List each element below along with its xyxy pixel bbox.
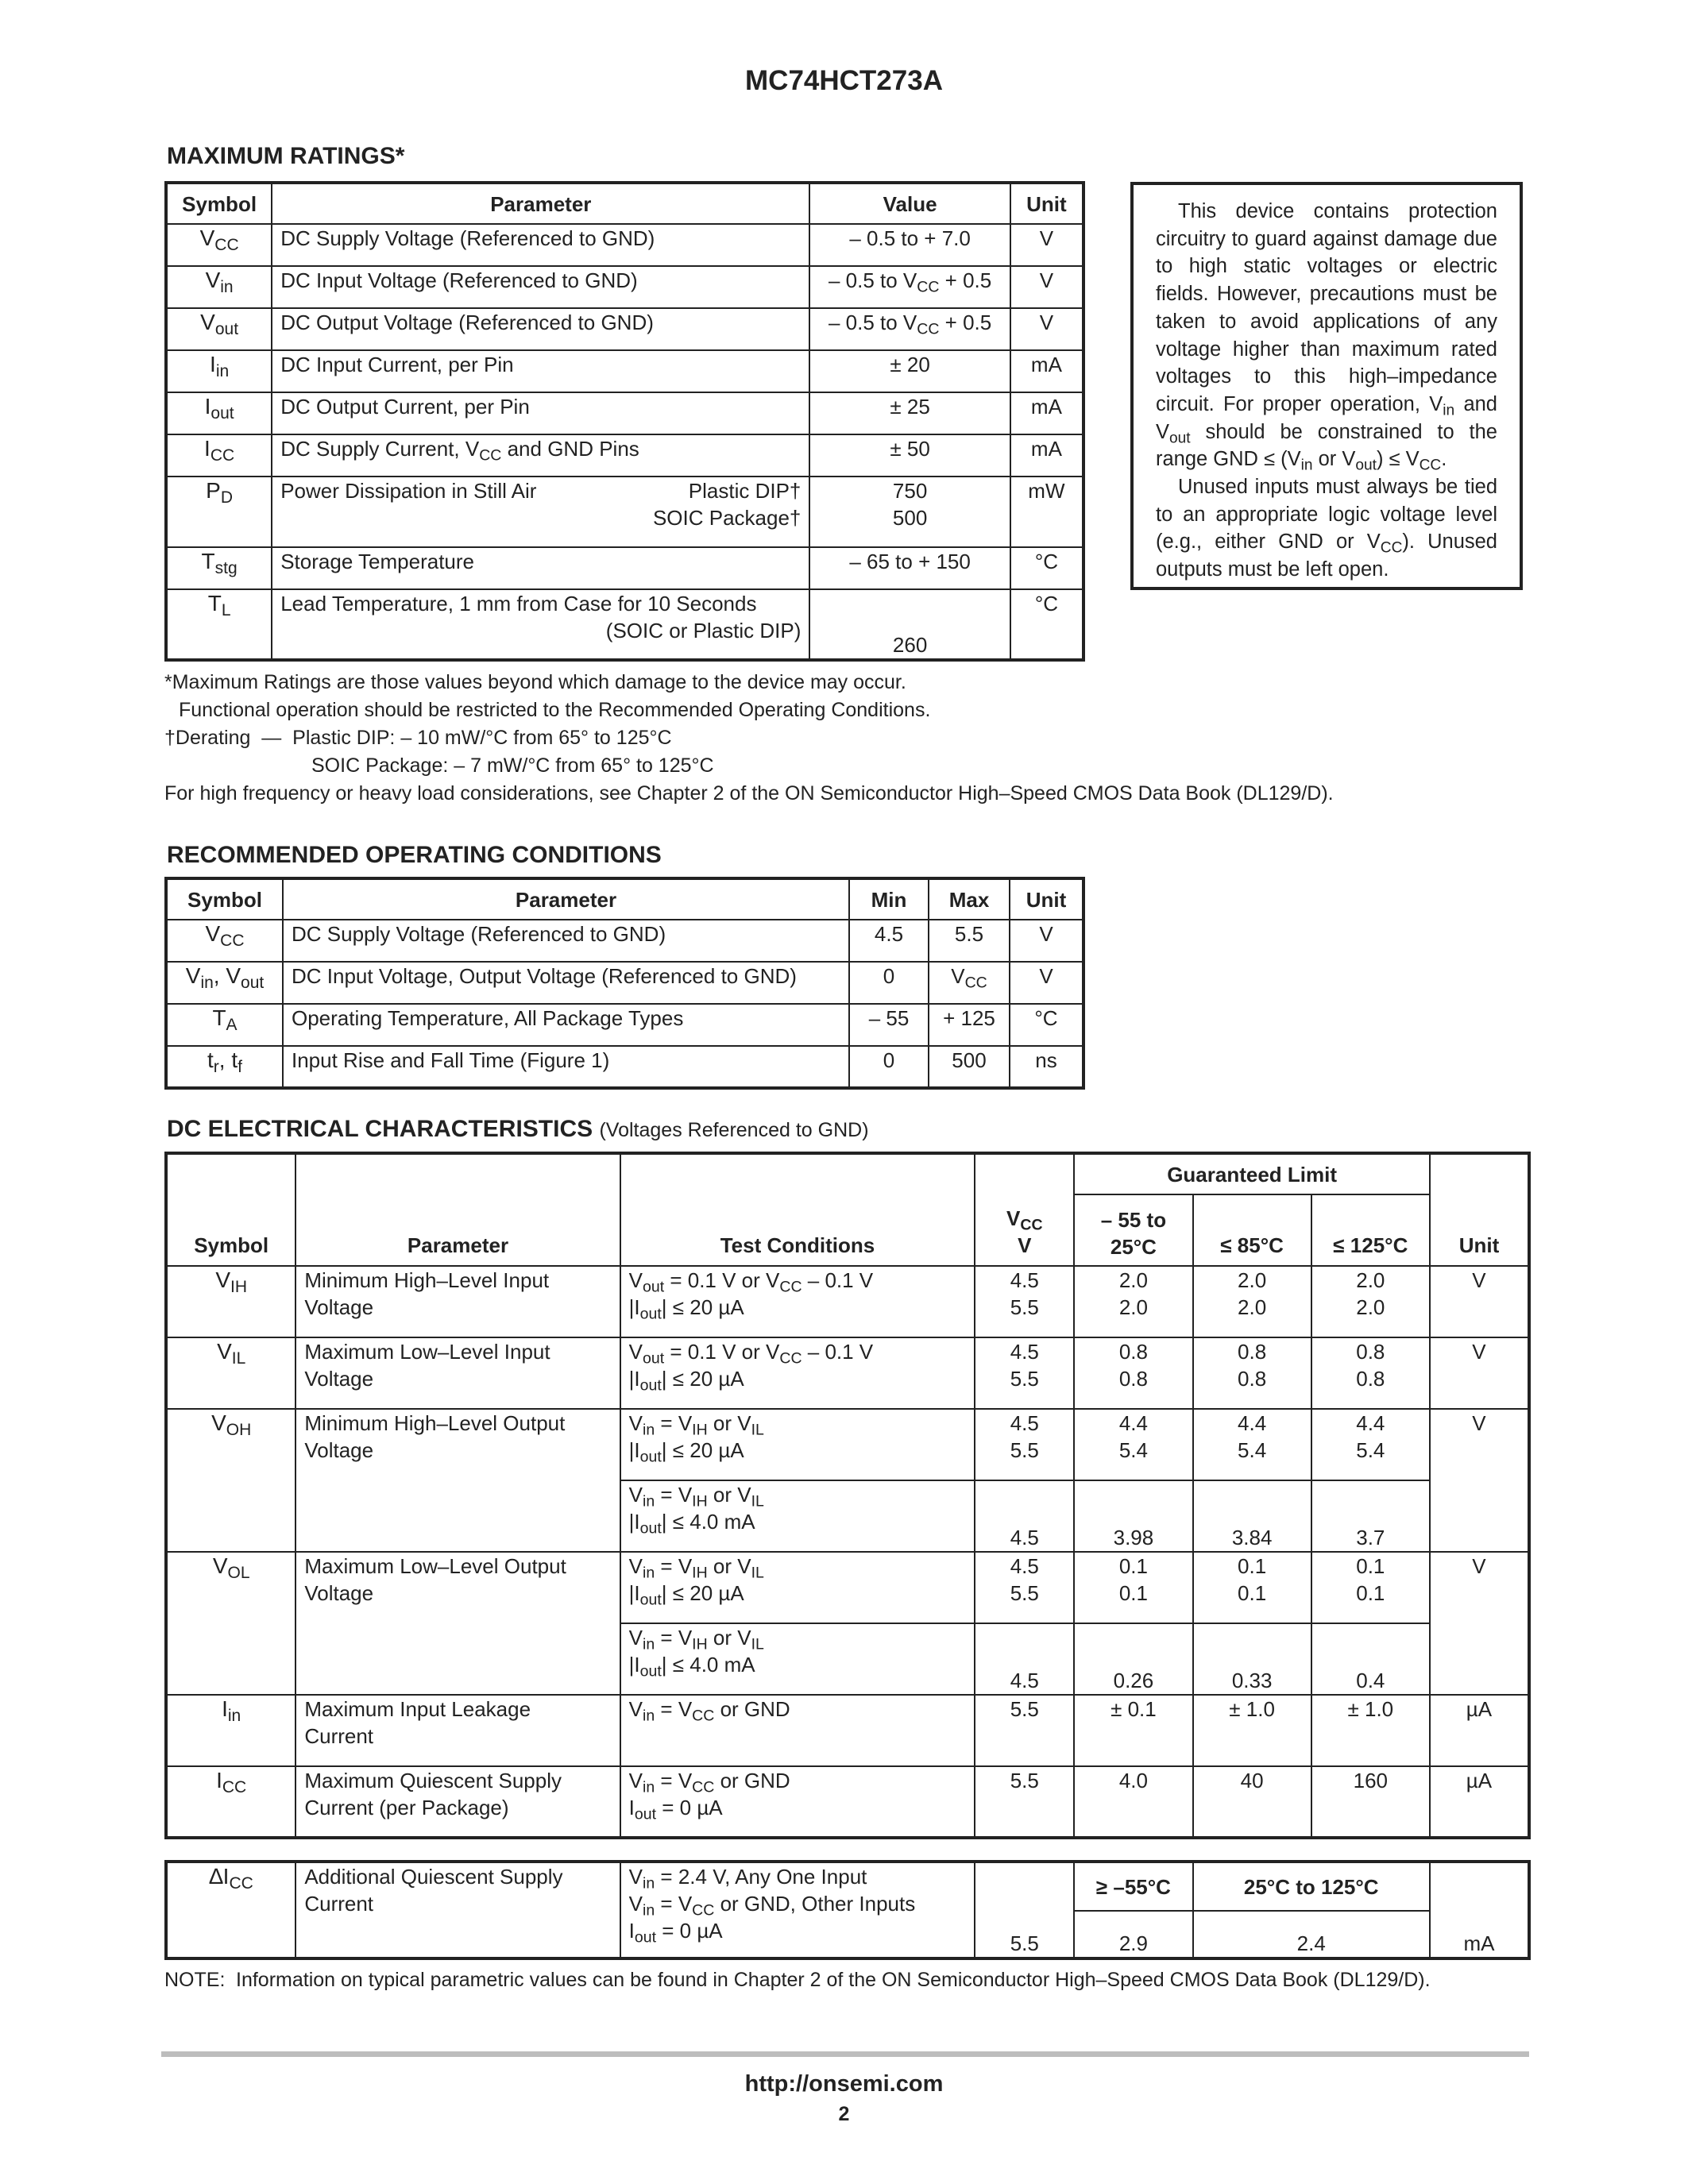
protection-note: [1130, 182, 1523, 590]
table-row: $I_{CC}$ DC Supply Current, $V_{CC}$ and GND Pins ± 50 mA: [166, 434, 1083, 477]
table-row: $V_{in} = V_{IH}$ or $V_{IL}$ $|I_{out}| \le 4.0$ mA 4.5 0.26 0.33 0.4: [166, 1623, 1529, 1695]
table-header-row: [166, 183, 1083, 224]
footer-url: http://onsemi.com: [744, 2071, 944, 2097]
col-parameter: Parameter: [272, 183, 809, 224]
recommended-table: [164, 877, 1085, 1090]
table-header-row: – 55 to 25°C ≤ 85°C ≤ 125°C: [166, 1194, 1529, 1266]
col-unit: Unit: [1010, 183, 1083, 224]
table-header-row: Symbol Parameter Min Max Unit: [166, 878, 1083, 920]
col-value: Value: [809, 183, 1010, 224]
table-row: $V_{CC}$ DC Supply Voltage (Referenced to GND) – 0.5 to + 7.0 V: [166, 224, 1083, 266]
table-row: $V_{CC}$ DC Supply Voltage (Referenced to GND) 4.5 5.5 V: [166, 920, 1083, 962]
protection-paragraph-1: This device contains protection circuitry to guard against damage due to high static voltages or electric fields. However, precautions must be taken to avoid applications of any voltage higher than maximum rated voltages to this high–impedance circuit. For proper operation, $V_{in}$ and $V_{out}$ should be constrained to the range GND ≤ ($V_{in}$ or $V_{out}) \le V_{CC}$.: [1156, 200, 1497, 474]
table-row: $\Delta I_{CC}$ Additional Quiescent Supply Current $V_{in} = 2.4$ V, Any One Input $V_{in} = V_{CC}$ or GND, Other Inputs $I_{out} = 0$ µA 5.5 ≥ –55°C 25°C to 125°C mA: [166, 1862, 1529, 1911]
delta-icc-table: [164, 1860, 1531, 1960]
protection-paragraph-2: Unused inputs must always be tied to an appropriate logic voltage level (e.g., either GND or $V_{CC}$). Unused outputs must be left open.: [1156, 476, 1497, 581]
dc-subtitle: (Voltages Referenced to GND): [599, 1119, 869, 1141]
page-number: 2: [838, 2103, 850, 2125]
table-row: $V_{out}$ DC Output Voltage (Referenced to GND) – 0.5 to $V_{CC} + 0.5$ V: [166, 308, 1083, 350]
table-row: $V_{IL}$ Maximum Low–Level Input Voltage $V_{out} = 0.1$ V or $V_{CC} - 0.1$ V $|I_{out}| \le 20$ µA 4.5 5.5 0.8 0.8 0.8 0.8 0.8 0.8 V: [166, 1337, 1529, 1409]
dc-title: DC ELECTRICAL CHARACTERISTICS (Voltages Referenced to GND): [167, 1116, 869, 1142]
dc-note: NOTE: Information on typical parametric values can be found in Chapter 2 of the ON Semiconductor High–Speed CMOS Data Book (DL129/D).: [164, 1969, 1431, 1991]
footer-rule: [161, 2051, 1529, 2057]
table-row: $I_{CC}$ Maximum Quiescent Supply Current (per Package) $V_{in} = V_{CC}$ or GND $I_{out} = 0$ µA 5.5 4.0 40 160 µA: [166, 1766, 1529, 1838]
dc-table: [164, 1152, 1531, 1839]
max-ratings-title: MAXIMUM RATINGS*: [167, 143, 405, 169]
table-row: $V_{IH}$ Minimum High–Level Input Voltage $V_{out} = 0.1$ V or $V_{CC} - 0.1$ V $|I_{out}| \le 20$ µA 4.5 5.5 2.0 2.0 2.0 2.0 2.0 2.0 V: [166, 1266, 1529, 1337]
table-row: $V_{OL}$ Maximum Low–Level Output Voltage $V_{in} = V_{IH}$ or $V_{IL}$ $|I_{out}| \le 20$ µA 4.5 5.5 0.1 0.1 0.1 0.1 0.1 0.1 V: [166, 1552, 1529, 1623]
max-ratings-table: [164, 181, 1085, 662]
table-row: $V_{in}$, $V_{out}$ DC Input Voltage, Output Voltage (Referenced to GND) 0 $V_{CC}$ V: [166, 962, 1083, 1004]
col-symbol: Symbol: [166, 183, 272, 224]
table-row: $I_{in}$ DC Input Current, per Pin ± 20 mA: [166, 350, 1083, 392]
table-row: 2.9 2.4: [166, 1911, 1529, 1958]
table-row: $P_D$ Power Dissipation in Still Air Plastic DIP† SOIC Package† 750 500 mW: [166, 477, 1083, 547]
table-row: $T_{stg}$ Storage Temperature – 65 to + 150 °C: [166, 547, 1083, 589]
table-row: $V_{OH}$ Minimum High–Level Output Voltage $V_{in} = V_{IH}$ or $V_{IL}$ $|I_{out}| \le 20$ µA 4.5 5.5 4.4 5.4 4.4 5.4 4.4 5.4 V: [166, 1409, 1529, 1480]
table-header-row: Symbol Parameter Test Conditions $V_{CC}$ V Guaranteed Limit Unit: [166, 1153, 1529, 1194]
table-row: $V_{in} = V_{IH}$ or $V_{IL}$ $|I_{out}| \le 4.0$ mA 4.5 3.98 3.84 3.7: [166, 1480, 1529, 1552]
max-ratings-notes: *Maximum Ratings are those values beyond which damage to the device may occur. Functional operation should be restricted to the Recommended Operating Conditions. †Derating — Plastic DIP: – 10 mW/°C from 65° to 125°C SOIC Package: – 7 mW/°C from 65° to 125°C For high frequency or heavy load considerations, see Chapter 2 of the ON Semiconductor High–Speed CMOS Data Book (DL129/D).: [164, 671, 1334, 805]
page-title: MC74HCT273A: [745, 65, 943, 96]
recommended-title: RECOMMENDED OPERATING CONDITIONS: [167, 842, 662, 868]
table-row: $T_A$ Operating Temperature, All Package Types – 55 + 125 °C: [166, 1004, 1083, 1046]
table-row: $I_{out}$ DC Output Current, per Pin ± 25 mA: [166, 392, 1083, 434]
table-row: $t_r$, $t_f$ Input Rise and Fall Time (Figure 1) 0 500 ns: [166, 1046, 1083, 1088]
table-row: $I_{in}$ Maximum Input Leakage Current $V_{in} = V_{CC}$ or GND 5.5 ± 0.1 ± 1.0 ± 1.0 µA: [166, 1695, 1529, 1766]
table-row: $V_{in}$ DC Input Voltage (Referenced to GND) – 0.5 to $V_{CC} + 0.5$ V: [166, 266, 1083, 308]
table-row: $T_L$ Lead Temperature, 1 mm from Case for 10 Seconds (SOIC or Plastic DIP) 260 °C: [166, 589, 1083, 660]
